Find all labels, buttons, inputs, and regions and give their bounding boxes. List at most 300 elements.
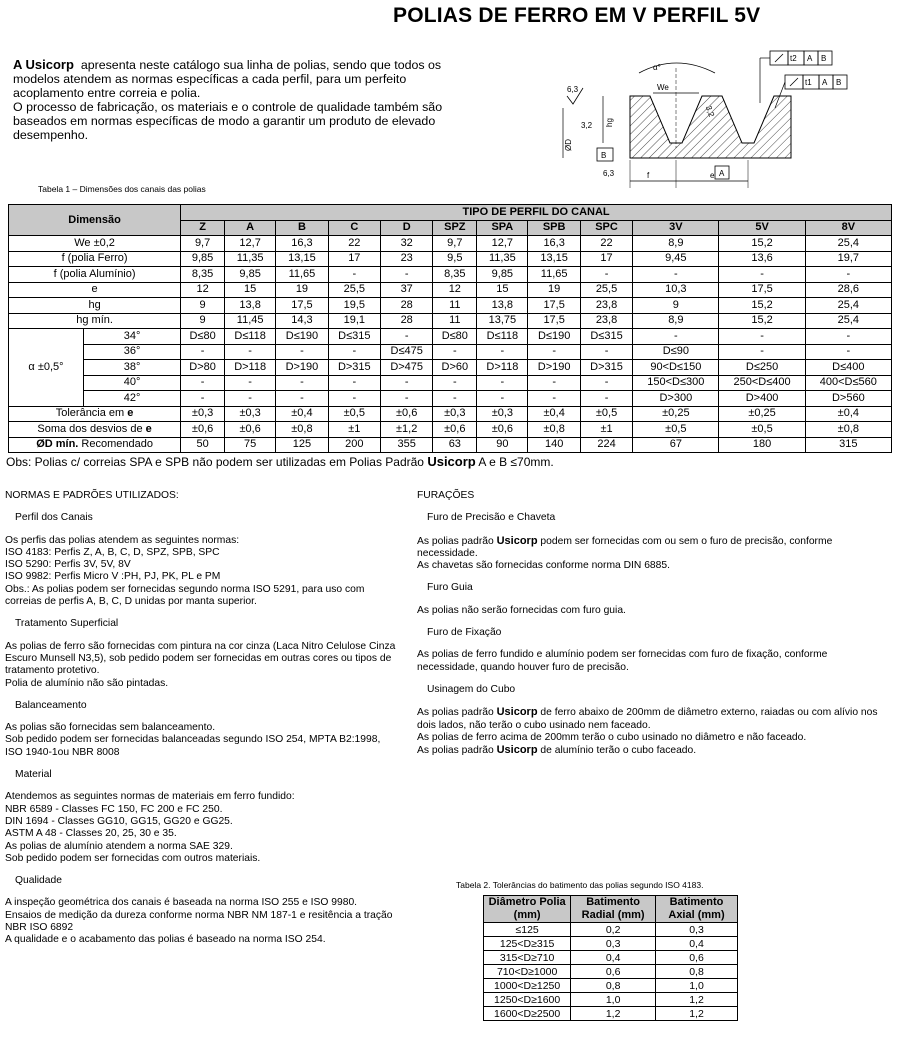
table-cell: 9,5 xyxy=(433,251,477,267)
table-cell: D≤80 xyxy=(433,329,477,345)
t1-label: t1 xyxy=(805,78,812,87)
text-line: ISO 4183: Perfis Z, A, B, C, D, SPZ, SPB, SPC xyxy=(5,546,220,558)
profile-header: Z xyxy=(181,220,225,236)
datum-b-label: B xyxy=(601,151,607,160)
table-cell: 0,6 xyxy=(571,965,656,979)
prec-line-2: As chavetas são fornecidas conforme norma DIN 6885. xyxy=(417,560,670,572)
profile-header: SPB xyxy=(528,220,580,236)
table-cell: 11 xyxy=(433,313,477,329)
table-cell: 11 xyxy=(433,298,477,314)
table-cell: 710<D≥1000 xyxy=(484,965,571,979)
table-cell: 0,4 xyxy=(656,937,738,951)
table-cell: 75 xyxy=(225,437,276,453)
table-cell: - xyxy=(477,375,528,391)
cubo3-brand: Usicorp xyxy=(496,744,538,757)
table-cell: 13,15 xyxy=(276,251,328,267)
section-title: Usinagem do Cubo xyxy=(427,683,516,695)
table-cell: - xyxy=(381,329,433,345)
table-cell: 9,7 xyxy=(181,236,225,252)
table-cell: 315<D≥710 xyxy=(484,951,571,965)
table-cell: 0,3 xyxy=(571,937,656,951)
table-cell: ±0,8 xyxy=(528,422,580,438)
hg-label: hg xyxy=(605,118,614,127)
table-cell: - xyxy=(719,267,805,283)
table-cell: 8,9 xyxy=(633,236,719,252)
table-cell: - xyxy=(276,391,328,407)
table-row xyxy=(9,236,892,252)
t1-b: B xyxy=(836,78,842,87)
perfil-lines xyxy=(5,535,400,609)
table-cell: ±0,8 xyxy=(805,422,891,438)
obs-text-end: A e B ≤70mm. xyxy=(475,455,554,469)
table-cell: - xyxy=(528,344,580,360)
table-cell: - xyxy=(328,344,380,360)
table-cell: ±0,3 xyxy=(477,406,528,422)
table-cell: 22 xyxy=(328,236,380,252)
table-row xyxy=(9,267,892,283)
table-row xyxy=(484,1007,738,1021)
table-cell: D>300 xyxy=(633,391,719,407)
table-cell: 9 xyxy=(633,298,719,314)
row-label: We ±0,2 xyxy=(9,236,181,252)
table2-header: Diâmetro Polia (mm) xyxy=(484,896,571,923)
table-cell: 355 xyxy=(381,437,433,453)
table-cell: - xyxy=(477,344,528,360)
row-label xyxy=(9,437,181,453)
label-pre: Tolerância em xyxy=(55,407,128,420)
table-row xyxy=(9,422,892,438)
table-cell: 9 xyxy=(181,313,225,329)
table-cell: 15,2 xyxy=(719,313,805,329)
label-pre: Soma dos desvios de xyxy=(37,422,146,435)
table-cell: 13,15 xyxy=(528,251,580,267)
text-line: NBR 6589 - Classes FC 150, FC 200 e FC 250. xyxy=(5,803,223,815)
table-cell: 12,7 xyxy=(225,236,276,252)
table-cell: 17,5 xyxy=(719,282,805,298)
roughness-label: 6,3 xyxy=(567,85,579,94)
obs-text: Obs: Polias c/ correias SPA e SPB não podem ser utilizadas em Polias Padrão xyxy=(6,455,428,469)
text-line: ASTM A 48 - Classes 20, 25, 30 e 35. xyxy=(5,828,177,840)
table-cell: 1,2 xyxy=(571,1007,656,1021)
table-row xyxy=(9,344,892,360)
table-cell: 25,4 xyxy=(805,313,891,329)
profile-group-header: TIPO DE PERFIL DO CANAL xyxy=(181,205,892,221)
profile-header: SPC xyxy=(580,220,632,236)
table-cell: 9,85 xyxy=(181,251,225,267)
table-cell: 28 xyxy=(381,298,433,314)
angle-label: 38° xyxy=(84,360,181,376)
table-cell: 1,0 xyxy=(656,979,738,993)
table-observation xyxy=(6,454,554,469)
table-cell: 1,2 xyxy=(656,993,738,1007)
table-cell: D>118 xyxy=(225,360,276,376)
cubo1-pre: As polias padrão xyxy=(417,707,497,719)
table-cell: 32 xyxy=(381,236,433,252)
table-cell: 16,3 xyxy=(528,236,580,252)
table-cell: 0,2 xyxy=(571,923,656,937)
table-row xyxy=(9,406,892,422)
table-cell: 28 xyxy=(381,313,433,329)
table-cell: 8,35 xyxy=(433,267,477,283)
table-cell: - xyxy=(805,267,891,283)
table-cell: ±0,8 xyxy=(276,422,328,438)
table-cell: - xyxy=(433,375,477,391)
table-cell: 9,7 xyxy=(433,236,477,252)
label-bold: ØD mín. xyxy=(36,438,79,451)
table-cell: ±0,6 xyxy=(225,422,276,438)
profile-header: C xyxy=(328,220,380,236)
table-row xyxy=(484,923,738,937)
diameter-label: ØD xyxy=(564,139,573,151)
table-cell: ±1,2 xyxy=(381,422,433,438)
table-cell: ±0,5 xyxy=(580,406,632,422)
text-line: As polias de ferro são fornecidas com pintura na cor cinza (Laca Nitro Celulose Cinza Escuro Munsell N3,5), sob pedido podem ser fornecidas em outras cores ou tipos de tratamento protetivo. xyxy=(5,640,396,677)
obs-brand: Usicorp xyxy=(427,454,476,469)
standards-column xyxy=(5,490,400,947)
table-cell: 0,3 xyxy=(656,923,738,937)
table-cell: 0,4 xyxy=(571,951,656,965)
table-cell: D>190 xyxy=(276,360,328,376)
table-cell: 50 xyxy=(181,437,225,453)
table-cell: ±0,6 xyxy=(381,406,433,422)
table-cell: 11,35 xyxy=(477,251,528,267)
table-cell: 25,5 xyxy=(580,282,632,298)
table-cell: ±0,3 xyxy=(433,406,477,422)
table-cell: D≤190 xyxy=(528,329,580,345)
table-cell: 12 xyxy=(181,282,225,298)
cubo3-post: de alumínio terão o cubo faceado. xyxy=(537,745,697,757)
section-title: Balanceamento xyxy=(15,699,87,711)
label-bold: e xyxy=(127,407,134,420)
table-cell: - xyxy=(580,375,632,391)
table-row xyxy=(484,965,738,979)
table-cell: 9 xyxy=(181,298,225,314)
table-cell: 19 xyxy=(528,282,580,298)
holes-heading: FURAÇÕES xyxy=(417,490,475,501)
table2-header-row xyxy=(484,896,738,923)
table-cell: - xyxy=(381,375,433,391)
table-cell: - xyxy=(225,375,276,391)
table-cell: ±0,25 xyxy=(633,406,719,422)
text-line: A inspeção geométrica dos canais é baseada na norma ISO 255 e ISO 9980. xyxy=(5,897,358,909)
text-line: DIN 1694 - Classes GG10, GG15, GG20 e GG25. xyxy=(5,815,233,827)
text-line: Sob pedido podem ser fornecidas com outros materiais. xyxy=(5,852,261,864)
table-cell: - xyxy=(633,267,719,283)
table-cell: 1000<D≥1250 xyxy=(484,979,571,993)
table-cell: 140 xyxy=(528,437,580,453)
table-cell: 150<D≤300 xyxy=(633,375,719,391)
table-cell: 17 xyxy=(328,251,380,267)
row-label: f (polia Alumínio) xyxy=(9,267,181,283)
table-cell: D≤118 xyxy=(225,329,276,345)
fix-line: As polias de ferro fundido e alumínio podem ser fornecidas com furo de fixação, conforme necessidade, quando houver furo de precisão. xyxy=(417,649,828,673)
prec-brand: Usicorp xyxy=(496,534,538,547)
cubo-line-1 xyxy=(417,706,887,732)
table-cell: ±0,6 xyxy=(477,422,528,438)
intro-text xyxy=(13,58,453,142)
table-cell: 17,5 xyxy=(528,313,580,329)
table2-header: Batimento Axial (mm) xyxy=(656,896,738,923)
table-cell: 19 xyxy=(276,282,328,298)
table-row xyxy=(9,282,892,298)
table-cell: D≤80 xyxy=(181,329,225,345)
table2-caption: Tabela 2. Tolerâncias do batimento das polias segundo ISO 4183. xyxy=(456,880,704,890)
table-cell: ±0,6 xyxy=(181,422,225,438)
table-cell: 13,8 xyxy=(225,298,276,314)
table-cell: D≤118 xyxy=(477,329,528,345)
table-cell: - xyxy=(225,344,276,360)
table-cell: 125<D≥315 xyxy=(484,937,571,951)
table-cell: ≤125 xyxy=(484,923,571,937)
table-cell: - xyxy=(805,329,891,345)
page-title: POLIAS DE FERRO EM V PERFIL 5V xyxy=(393,4,761,27)
section-title: Furo de Precisão e Chaveta xyxy=(427,512,556,524)
cubo1-brand: Usicorp xyxy=(496,706,538,719)
section-title: Perfil dos Canais xyxy=(15,512,93,524)
profile-header: SPA xyxy=(477,220,528,236)
table-cell: 28,6 xyxy=(805,282,891,298)
table2-header: Batimento Radial (mm) xyxy=(571,896,656,923)
table-cell: - xyxy=(381,267,433,283)
alpha-label: α ±0,5° xyxy=(9,329,84,407)
table-cell: - xyxy=(580,267,632,283)
table-cell: D>315 xyxy=(580,360,632,376)
mat-lines xyxy=(5,791,400,865)
table-row xyxy=(9,391,892,407)
table-cell: 15,2 xyxy=(719,298,805,314)
datum-a-label: A xyxy=(719,169,725,178)
table-cell: D>475 xyxy=(381,360,433,376)
table-cell: 1600<D≥2500 xyxy=(484,1007,571,1021)
table-cell: - xyxy=(328,267,380,283)
table-cell: 0,6 xyxy=(656,951,738,965)
table-cell: 90<D≤150 xyxy=(633,360,719,376)
profile-header: 8V xyxy=(805,220,891,236)
table-cell: 15 xyxy=(477,282,528,298)
tolerance-frame-t2 xyxy=(760,51,832,103)
table-cell: D≤475 xyxy=(381,344,433,360)
table-cell: 10,3 xyxy=(633,282,719,298)
e-label: e xyxy=(710,171,715,180)
table-cell: 14,3 xyxy=(276,313,328,329)
table-cell: 90 xyxy=(477,437,528,453)
roughness-label-2: 3,2 xyxy=(581,121,593,130)
section-title: Tratamento Superficial xyxy=(15,618,119,630)
t2-b: B xyxy=(821,54,827,63)
table-cell: 9,85 xyxy=(225,267,276,283)
roughness-label-4: 6,3 xyxy=(603,169,615,178)
table-cell: 11,45 xyxy=(225,313,276,329)
qual-lines xyxy=(5,897,400,946)
table1-caption: Tabela 1 – Dimensões dos canais das polias xyxy=(38,184,206,194)
table-cell: ±0,25 xyxy=(719,406,805,422)
table-cell: ±0,4 xyxy=(276,406,328,422)
table-cell: 16,3 xyxy=(276,236,328,252)
table-cell: 315 xyxy=(805,437,891,453)
table-cell: ±0,5 xyxy=(633,422,719,438)
table-cell: 22 xyxy=(580,236,632,252)
brand-name: A Usicorp xyxy=(13,57,74,72)
table-cell: 25,5 xyxy=(328,282,380,298)
profile-header: A xyxy=(225,220,276,236)
table-cell: - xyxy=(719,344,805,360)
table-cell: 0,8 xyxy=(571,979,656,993)
table-cell: 0,8 xyxy=(656,965,738,979)
label-bold: e xyxy=(145,422,152,435)
table-cell: - xyxy=(580,391,632,407)
table-row xyxy=(9,329,892,345)
table-row xyxy=(9,437,892,453)
groove-dimensions-table xyxy=(8,204,892,453)
text-line: Atendemos as seguintes normas de materiais em ferro fundido: xyxy=(5,791,295,803)
table-cell: 250<D≤400 xyxy=(719,375,805,391)
table-cell: - xyxy=(580,344,632,360)
table-cell: 400<D≤560 xyxy=(805,375,891,391)
table-cell: D≤400 xyxy=(805,360,891,376)
table-cell: 23 xyxy=(381,251,433,267)
table-cell: 9,45 xyxy=(633,251,719,267)
table-cell: - xyxy=(477,391,528,407)
table-cell: 17 xyxy=(580,251,632,267)
table-cell: D≤90 xyxy=(633,344,719,360)
t1-a: A xyxy=(822,78,828,87)
table-row xyxy=(9,298,892,314)
section-title: Material xyxy=(15,769,52,781)
table-cell: 13,6 xyxy=(719,251,805,267)
table-cell: 17,5 xyxy=(276,298,328,314)
f-label: f xyxy=(647,171,650,180)
text-line: Ensaios de medição da dureza conforme norma NBR NM 187-1 e resitência a tração NBR ISO 6892 xyxy=(5,909,393,934)
runout-tolerance-table xyxy=(483,895,738,1021)
table-cell: 11,65 xyxy=(276,267,328,283)
t2-label: t2 xyxy=(790,54,797,63)
angle-label: 36° xyxy=(84,344,181,360)
row-label: e xyxy=(9,282,181,298)
guia-line: As polias não serão fornecidas com furo guia. xyxy=(417,604,626,616)
table-cell: - xyxy=(433,391,477,407)
table-cell: 63 xyxy=(433,437,477,453)
angle-label: 42° xyxy=(84,391,181,407)
row-label: hg xyxy=(9,298,181,314)
pulley-groove-diagram xyxy=(555,48,890,193)
table-cell: D≤250 xyxy=(719,360,805,376)
prec-line xyxy=(417,535,887,561)
table-cell: - xyxy=(276,344,328,360)
table-row xyxy=(9,375,892,391)
intro-paragraph-1 xyxy=(13,58,453,100)
text-line: Obs.: As polias podem ser fornecidas segundo norma ISO 5291, para uso com correias de perfis A, B, C, D unidas por manta superior. xyxy=(5,583,365,608)
table-cell: 1250<D≥1600 xyxy=(484,993,571,1007)
table-cell: ±1 xyxy=(580,422,632,438)
cubo-line-2: As polias de ferro acima de 200mm terão o cubo usinado no diâmetro e não faceado. xyxy=(417,731,807,743)
table-cell: 1,2 xyxy=(656,1007,738,1021)
table-cell: 11,65 xyxy=(528,267,580,283)
profile-header: D xyxy=(381,220,433,236)
row-label: f (polia Ferro) xyxy=(9,251,181,267)
table-cell: 8,35 xyxy=(181,267,225,283)
table-row xyxy=(9,360,892,376)
table-cell: - xyxy=(719,329,805,345)
table-cell: 37 xyxy=(381,282,433,298)
table-cell: 23,8 xyxy=(580,298,632,314)
table-row xyxy=(484,951,738,965)
prec-post: podem ser fornecidas com ou sem o furo de precisão, conforme necessidade. xyxy=(417,535,833,559)
table-cell: ±0,3 xyxy=(225,406,276,422)
standards-heading: NORMAS E PADRÕES UTILIZADOS: xyxy=(5,490,179,501)
table-cell: ±0,4 xyxy=(528,406,580,422)
cubo1-post: de ferro abaixo de 200mm de diâmetro externo, raiadas ou com alívio nos dois lados, não terão o cubo usinado nem faceado. xyxy=(417,707,878,731)
table-cell: ±0,3 xyxy=(181,406,225,422)
table-cell: 8,9 xyxy=(633,313,719,329)
cubo-line-3 xyxy=(417,744,887,757)
intro-p1-text: apresenta neste catálogo sua linha de polias, sendo que todos os modelos atendem as normas específicas a cada perfil, para um perfeito acoplamento entre correia e polia. xyxy=(13,58,442,100)
table-cell: 67 xyxy=(633,437,719,453)
table-cell: D≤190 xyxy=(276,329,328,345)
text-line: ISO 5290: Perfis 3V, 5V, 8V xyxy=(5,559,131,571)
cubo3-pre: As polias padrão xyxy=(417,745,497,757)
table-cell: 13,8 xyxy=(477,298,528,314)
table-cell: D>315 xyxy=(328,360,380,376)
section-title: Qualidade xyxy=(15,875,62,887)
table-cell: D>60 xyxy=(433,360,477,376)
profile-header: SPZ xyxy=(433,220,477,236)
roughness-label-3: 3,2 xyxy=(703,104,717,119)
table-cell: ±1 xyxy=(328,422,380,438)
table-cell: 17,5 xyxy=(528,298,580,314)
table-cell: - xyxy=(181,344,225,360)
table-cell: - xyxy=(328,375,380,391)
text-line: ISO 9982: Perfis Micro V :PH, PJ, PK, PL e PM xyxy=(5,571,221,583)
table-cell: 12 xyxy=(433,282,477,298)
table-cell: - xyxy=(528,391,580,407)
label-post: Recomendado xyxy=(78,438,153,451)
profile-header: 5V xyxy=(719,220,805,236)
table-cell: - xyxy=(181,375,225,391)
table-cell: - xyxy=(328,391,380,407)
intro-paragraph-2: O processo de fabricação, os materiais e o controle de qualidade também são baseados em normas específicas de modo a garantir um produto de elevado desempenho. xyxy=(13,100,443,142)
table-cell: - xyxy=(433,344,477,360)
text-line: As polias de alumínio atendem a norma SAE 329. xyxy=(5,840,233,852)
row-label xyxy=(9,422,181,438)
table-cell: D≤315 xyxy=(580,329,632,345)
table-cell: 23,8 xyxy=(580,313,632,329)
table-cell: - xyxy=(225,391,276,407)
section-title: Furo Guia xyxy=(427,582,473,594)
table-cell: D>118 xyxy=(477,360,528,376)
table-row xyxy=(9,251,892,267)
table-cell: - xyxy=(805,344,891,360)
table-cell: ±0,5 xyxy=(328,406,380,422)
table-cell: 25,4 xyxy=(805,298,891,314)
t2-a: A xyxy=(807,54,813,63)
table-cell: ±0,4 xyxy=(805,406,891,422)
we-label: We xyxy=(657,83,669,92)
table-cell: 11,35 xyxy=(225,251,276,267)
table-cell: - xyxy=(181,391,225,407)
table-cell: 200 xyxy=(328,437,380,453)
bal-lines xyxy=(5,722,400,759)
row-label: hg mín. xyxy=(9,313,181,329)
profile-header: B xyxy=(276,220,328,236)
table-cell: 125 xyxy=(276,437,328,453)
section-title: Furo de Fixação xyxy=(427,627,502,639)
text-line: Sob pedido podem ser fornecidas balanceadas segundo ISO 254, MPTA B2:1998, ISO 1940-1ou NBR 8008 xyxy=(5,734,381,758)
table-row xyxy=(484,979,738,993)
table-cell: 9,85 xyxy=(477,267,528,283)
profile-header: 3V xyxy=(633,220,719,236)
table-cell: D>190 xyxy=(528,360,580,376)
table-row xyxy=(484,937,738,951)
